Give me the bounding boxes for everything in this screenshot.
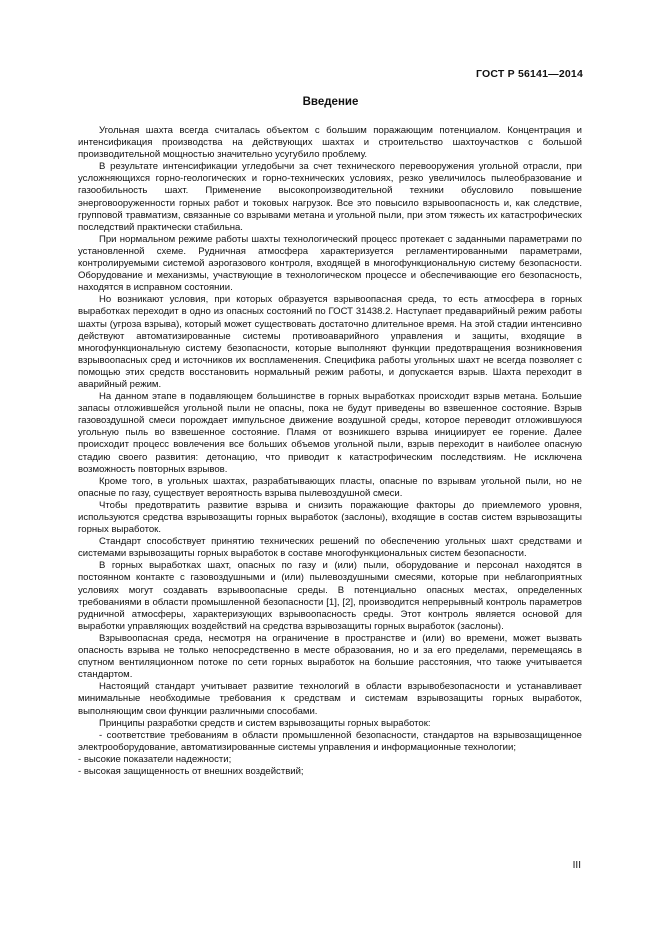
paragraph: Принципы разработки средств и систем взрывозащиты горных выработок: — [99, 717, 431, 729]
page-number: III — [572, 860, 581, 871]
paragraph: В горных выработках шахт, опасных по газу и (или) пыли, оборудование и персонал находятся в постоянном контакте с газовоздушными и (или) пылевоздушными смесями, которые при неблагоприятных условиях могут создавать взрывоопасные среды. В потенциально опасных местах, определенных требованиями в области промышленной безопасности [1], [2], производится непрерывный контроль параметров рудничной атмосферы, характеризующих взрывоопасность среды. Этот контроль является основой для выработки управляющих воздействий на средства взрывозащиты горных выработок (заслоны). — [78, 560, 582, 632]
paragraph: На данном этапе в подавляющем большинстве в горных выработках происходит взрыв метана. Большие запасы отложившейся угольной пыли не опасны, пока не будут приведены во взвешенное состояние. Взрыв газовоздушной смеси порождает импульсное движение воздушной среды, которое переводит отложившуюся угольную пыль во взвешенное состояние. Пламя от возникшего взрыва инициирует ее горение. Далее происходит процесс вовлечения все больших объемов угольной пыли, взрыв переходит в наиболее опасную стадию своего развития: детонацию, что приводит к катастрофическим последствиям. Не исключена возможность повторных взрывов. — [78, 391, 582, 475]
body-text — [78, 125, 582, 778]
section-title: Введение — [302, 96, 359, 108]
paragraph: Угольная шахта всегда считалась объектом с большим поражающим потенциалом. Концентрация и интенсификация производства на действующих шахтах и строительство шахтоучастков с большой производительной мощностью значительно усугубило проблему. — [78, 125, 582, 161]
list-item: - высокая защищенность от внешних воздействий; — [78, 765, 304, 777]
paragraph: Кроме того, в угольных шахтах, разрабатывающих пласты, опасные по взрывам угольной пыли, но не опасные по газу, существует вероятность взрыва пылевоздушной смеси. — [78, 475, 582, 499]
paragraph: Взрывоопасная среда, несмотря на ограничение в пространстве и (или) во времени, может вызвать опасность взрыва не только непосредственно в месте образования, но и за его пределами, перемещаясь в спутном вентиляционном потоке по сети горных выработок на большие расстояния, что также учитывается стандартом. — [78, 632, 582, 681]
paragraph: Но возникают условия, при которых образуется взрывоопасная среда, то есть атмосфера в горных выработках переходит в одно из опасных состояний по ГОСТ 31438.2. Наступает предаварийный режим работы шахты (угроза взрыва), который может существовать достаточно длительное время. На этой стадии интенсивно действуют автоматизированные системы противоаварийного управления и защиты, входящие в многофункциональную систему безопасности, которые выполняют функции предотвращения возникновения взрывоопасных сред и источников их воспламенения. Специфика работы угольных шахт не всегда позволяет с помощью этих средств восстановить нормальный режим работы, и допускается взрыв. Шахта переходит в аварийный режим. — [78, 294, 582, 390]
paragraph: В результате интенсификации угледобычи за счет технического перевооружения угольной отрасли, при усложняющихся горно-геологических и горно-технических условиях, резко увеличилось пылеобразование и газообильность шахт. Применение высокопроизводительной техники обусловило повышение энерговооруженности горных работ и токовых нагрузок. Все это повысило взрывоопасность и, как следствие, групповой травматизм, связанные со взрывами метана и угольной пыли, при этом тяжесть их катастрофических последствий практически стабильна. — [78, 161, 582, 233]
paragraph: При нормальном режиме работы шахты технологический процесс протекает с заданными параметрами по установленной схеме. Рудничная атмосфера характеризуется регламентированными параметрами, контролируемыми системой аэрогазового контроля, входящей в многофункциональную систему безопасности. Оборудование и механизмы, участвующие в технологическом процессе и обеспечивающие его безопасность, находятся в исправном состоянии. — [78, 233, 582, 294]
list-item: - высокие показатели надежности; — [78, 753, 232, 765]
paragraph: Чтобы предотвратить развитие взрыва и снизить поражающие факторы до приемлемого уровня, используются средства взрывозащиты горных выработок (заслоны), входящие в состав систем взрывозащиты горных выработок. — [78, 499, 582, 536]
standard-id-header: ГОСТ Р 56141—2014 — [475, 68, 583, 80]
list-item: - соответствие требованиям в области промышленной безопасности, стандартов на взрывозащищенное электрооборудование, автоматизированные системы управления и информационные технологии; — [78, 729, 582, 753]
paragraph: Стандарт способствует принятию технических решений по обеспечению угольных шахт средствами и системами взрывозащиты горных выработок в составе многофункциональных систем безопасности. — [78, 536, 582, 560]
paragraph: Настоящий стандарт учитывает развитие технологий в области взрывобезопасности и устанавливает минимальные необходимые требования к средствам и системам взрывозащиты горных выработок, выполняющим свои функции различными способами. — [78, 681, 582, 717]
